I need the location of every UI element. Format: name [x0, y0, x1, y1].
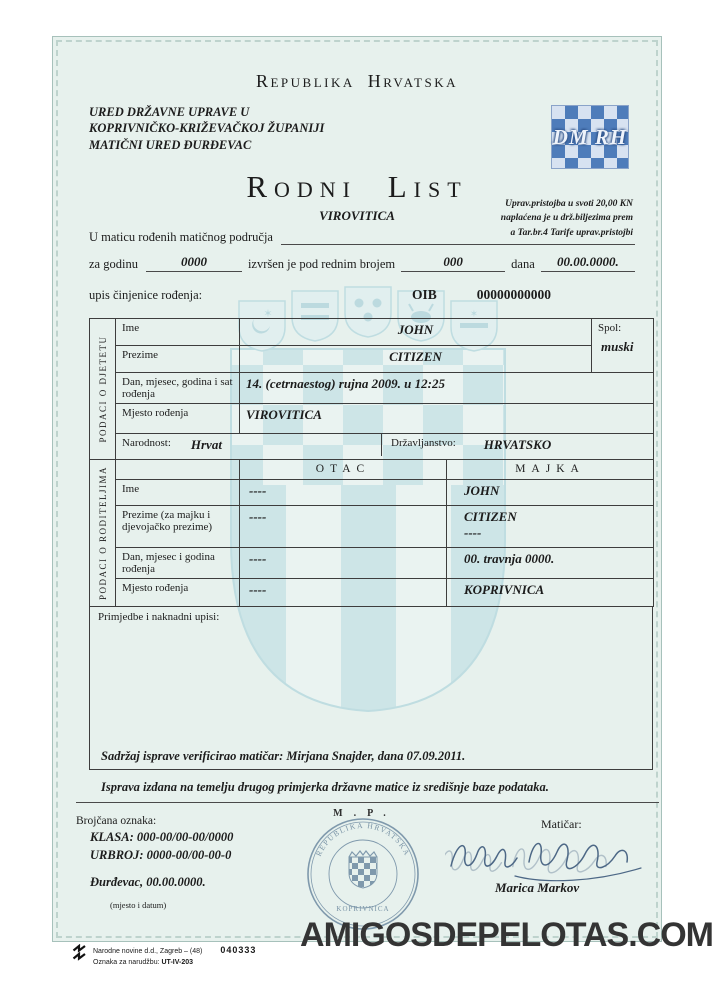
father-birthplace-value: ----	[240, 578, 447, 606]
register-label: U maticu rođenih matičnog područja	[89, 229, 273, 244]
oib-group	[412, 287, 551, 303]
site-watermark: AMIGOSDEPELOTAS.COM	[300, 916, 713, 954]
place-date: Đurđevac, 00.00.0000.	[90, 874, 206, 889]
sex-label: Spol:	[598, 321, 622, 334]
registrar-section	[445, 817, 659, 896]
fee-line-1: Uprav.pristojba u svoti 20,00 KN	[505, 199, 633, 209]
parent-birthplace-label: Mjesto rođenja	[116, 578, 240, 606]
mother-column-header: MAJKA	[447, 459, 654, 479]
dm-rh-logo-text: DM RH	[552, 124, 628, 149]
child-surname-value: CITIZEN	[240, 345, 592, 372]
entry-line	[89, 253, 635, 272]
stamp-ring-top-text: REPUBLIKA HRVATSKA	[313, 820, 413, 858]
entry-label: izvršen je pod rednim brojem	[247, 256, 396, 271]
nationality-row	[116, 433, 654, 459]
office-line-1: URED DRŽAVNE UPRAVE U	[89, 105, 250, 119]
print-info	[72, 944, 256, 968]
child-birthdate-value: 14. (cetrnaestog) rujna 2009. u 12:25	[240, 372, 654, 403]
fee-line-2: naplaćena je u drž.biljezima prem	[500, 213, 633, 224]
father-birthdate-value: ----	[240, 547, 447, 578]
registrar-label: Matičar:	[541, 816, 582, 831]
remarks-label: Primjedbe i naknadni upisi:	[98, 610, 220, 623]
date-value: 00.00.0000.	[557, 253, 619, 269]
mother-maiden-value: ----	[464, 524, 482, 540]
print-number: 040333	[220, 945, 257, 955]
code-label: Brojčana oznaka:	[76, 814, 157, 827]
footer-section	[76, 807, 659, 923]
code-section	[76, 815, 308, 910]
citizenship-label: Državljanstvo:	[391, 436, 456, 449]
remarks-box	[89, 606, 653, 770]
sex-value: muski	[601, 338, 634, 354]
publisher-line: Narodne novine d.d., Zagreb – (48)	[93, 948, 203, 955]
child-name-value: JOHN	[240, 318, 592, 345]
stamp-ring-bottom-text: KOPRIVNICA	[336, 904, 390, 913]
mp-mark: M.P.	[333, 807, 397, 819]
date-blank	[541, 253, 635, 272]
ethnicity-label: Narodnost:	[122, 436, 171, 449]
entry-value: 000	[443, 253, 463, 269]
mother-name-value: JOHN	[447, 479, 654, 505]
issued-note: Isprava izdana na temelju drugog primjerka državne matice iz središnje baze podataka.	[101, 779, 549, 794]
parent-name-label: Ime	[116, 479, 240, 505]
dm-rh-logo	[551, 105, 629, 169]
birth-fact-row	[89, 287, 635, 303]
svg-text:REPUBLIKA HRVATSKA	[314, 821, 412, 858]
svg-text:✶: ✶	[263, 308, 273, 320]
country-title: Republika Hrvatska	[255, 71, 459, 91]
verification-line: Sadržaj isprave verificirao matičar: Mirjana Snajder, dana 07.09.2011.	[101, 748, 466, 763]
year-blank	[146, 253, 242, 272]
svg-text:✶: ✶	[469, 309, 479, 320]
office-line-3: MATIČNI URED ĐURĐEVAC	[89, 137, 252, 152]
child-surname-label: Prezime	[116, 345, 240, 372]
child-birthdate-label: Dan, mjesec, godina i sat rođenja	[116, 372, 240, 403]
mother-surname-cell	[447, 505, 654, 547]
narodne-novine-logo-icon	[72, 944, 87, 962]
father-name-value: ----	[240, 479, 447, 505]
child-data-table	[89, 318, 654, 460]
document-title: Rodni List	[246, 168, 468, 204]
entry-blank	[401, 253, 505, 272]
ethnicity-value: Hrvat	[190, 436, 222, 452]
year-label: za godinu	[89, 256, 138, 271]
mother-birthplace-value: KOPRIVNICA	[447, 578, 654, 606]
citizenship-value: HRVATSKO	[483, 436, 552, 452]
order-code: UT-IV-203	[161, 958, 194, 966]
child-section-label: PODACI O DJETETU	[90, 318, 116, 459]
certificate	[52, 36, 662, 942]
oib-value: 00000000000	[476, 286, 551, 302]
office-line-2: KOPRIVNIČKO-KRIŽEVAČKOJ ŽUPANIJI	[89, 121, 325, 136]
parent-birthdate-label: Dan, mjesec i godina rođenja	[116, 547, 240, 578]
registrar-signature	[445, 832, 649, 886]
mother-surname-value: CITIZEN	[464, 508, 517, 524]
father-surname-value: ----	[240, 505, 447, 547]
footer-divider	[76, 802, 659, 803]
date-label: dana	[511, 256, 535, 271]
mother-birthdate-value: 00. travnja 0000.	[447, 547, 654, 578]
oib-label: OIB	[411, 286, 437, 302]
child-name-label: Ime	[116, 318, 240, 345]
register-line	[89, 229, 635, 245]
birth-fact-label: upis činjenice rođenja:	[89, 287, 203, 302]
father-column-header: OTAC	[240, 459, 447, 479]
place-date-caption: (mjesto i datum)	[110, 899, 167, 910]
sex-cell	[592, 318, 654, 372]
fee-line-3: a Tar.br.4 Tarife uprav.pristojbi	[510, 227, 633, 238]
order-label: Oznaka za narudžbu:	[93, 958, 160, 966]
parent-surname-label: Prezime (za majku i djevojačko prezime)	[116, 505, 240, 547]
year-value: 0000	[180, 253, 207, 269]
klasa-line: KLASA: 000-00/00-00/0000	[90, 829, 234, 844]
parents-section-label: PODACI O RODITELJIMA	[90, 459, 116, 606]
child-birthplace-value: VIROVITICA	[240, 403, 654, 433]
registry-area-value: VIROVITICA	[319, 207, 395, 223]
urbroj-line: URBROJ: 0000-00/00-00-0	[90, 847, 232, 862]
child-birthplace-label: Mjesto rođenja	[116, 403, 240, 433]
registrar-name: Marica Markov	[495, 879, 580, 895]
register-blank	[281, 229, 635, 245]
parents-data-table	[89, 459, 654, 607]
parents-header-spacer	[116, 459, 240, 479]
